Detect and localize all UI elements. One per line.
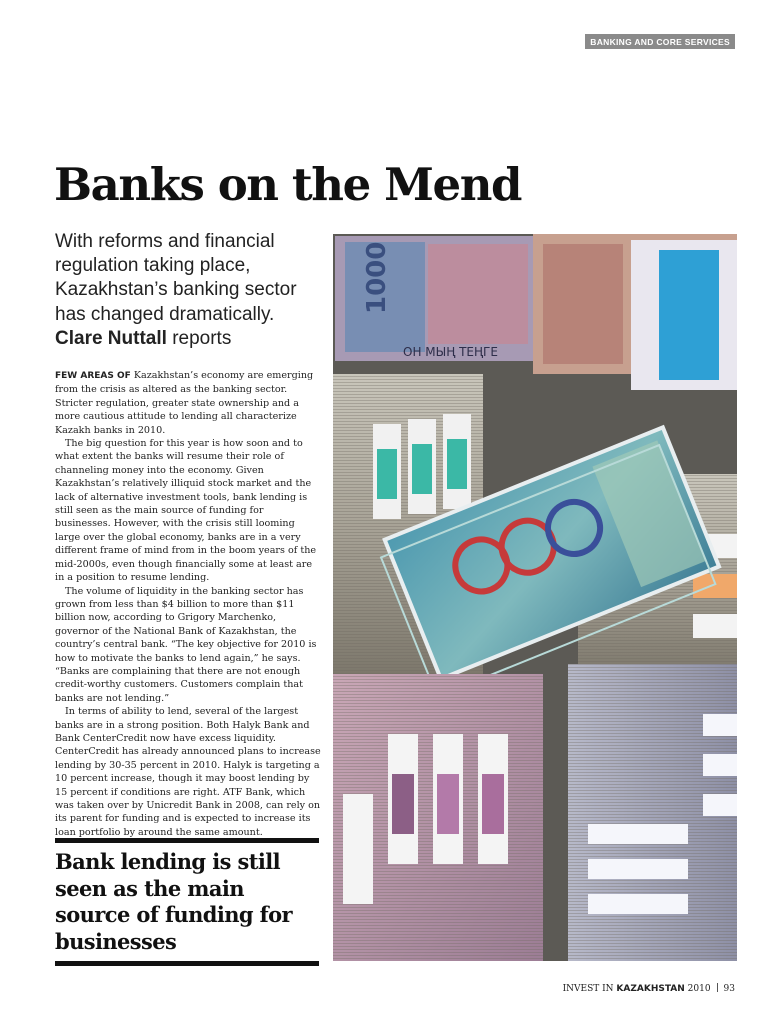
bottom-right-stack [568, 664, 737, 961]
body-paragraph: In terms of ability to lend, several of the largest banks are in a strong position. Both Halyk Bank and Bank CenterCredit now have excess liquidity. CenterCredit has already announced plans to increase lending by 30-35 percent in 2010. Halyk is targeting a 10 percent increase, though it may boost lending by 15 percent if conditions are right. ATF Bank, which was taken over by Unicredit Bank in 2008, can rely on its parent for funding and is expected to increase its loan portfolio by around the same amount. [55, 706, 321, 838]
standfirst [55, 230, 325, 351]
author-name: Clare Nuttall [55, 327, 167, 349]
bottom-left-stack [333, 674, 543, 961]
article-body [55, 369, 321, 839]
section-tag: BANKING AND CORE SERVICES [585, 34, 735, 49]
footer-divider [717, 983, 718, 992]
page-footer [563, 983, 735, 994]
page-number: 93 [723, 984, 735, 994]
publication-name: KAZAKHSTAN [616, 984, 685, 994]
banknotes-photo [333, 234, 737, 961]
pull-quote [55, 838, 319, 966]
publication-year: 2010 [684, 984, 711, 994]
pull-quote-text: Bank lending is still seen as the main source of funding for businesses [55, 849, 292, 954]
author-suffix: reports [166, 327, 232, 349]
top-right-stack [533, 234, 737, 390]
body-paragraph: The volume of liquidity in the banking sector has grown from less than $4 billion to more than $11 billion now, according to Grigory Marchenko, governor of the National Bank of Kazakhstan, the country’s central bank. “The key objective for 2010 is how to motivate the banks to lend again,” he says. “Banks are complaining that there are not enough credit-worthy customers. Customers complain that banks are not lending.” [55, 585, 317, 704]
publication-prefix: INVEST IN [562, 984, 617, 994]
paragraph-text: Kazakhstan’s economy are emerging from the crisis as altered as the banking sector. Stricter regulation, greater state ownership and a more cautious attitude to lending all characterize Kazakh banks in 2010. [55, 370, 314, 436]
lead-in: FEW AREAS OF [55, 371, 131, 381]
body-paragraph [55, 369, 321, 437]
note-text: 1000 [362, 241, 392, 314]
body-paragraph: The big question for this year is how soon and to what extent the banks will resume their role of channeling money into the economy. Given Kazakhstan’s relatively illiquid stock market and the lack of alternative investment tools, bank lending is still seen as the main source of funding for businesses. However, with the crisis still looming large over the global economy, banks are in a very different frame of mind from in the boom years of the mid-2000s, even though financially some at least are in a position to resume lending. [55, 438, 317, 584]
top-left-stack [335, 236, 535, 361]
standfirst-text: With reforms and financial regulation taking place, Kazakhstan’s banking sector has changed dramatically. [55, 231, 297, 325]
headline: Banks on the Mend [54, 158, 522, 211]
note-lettering: ОН МЫҢ ТЕҢГЕ [403, 345, 498, 359]
